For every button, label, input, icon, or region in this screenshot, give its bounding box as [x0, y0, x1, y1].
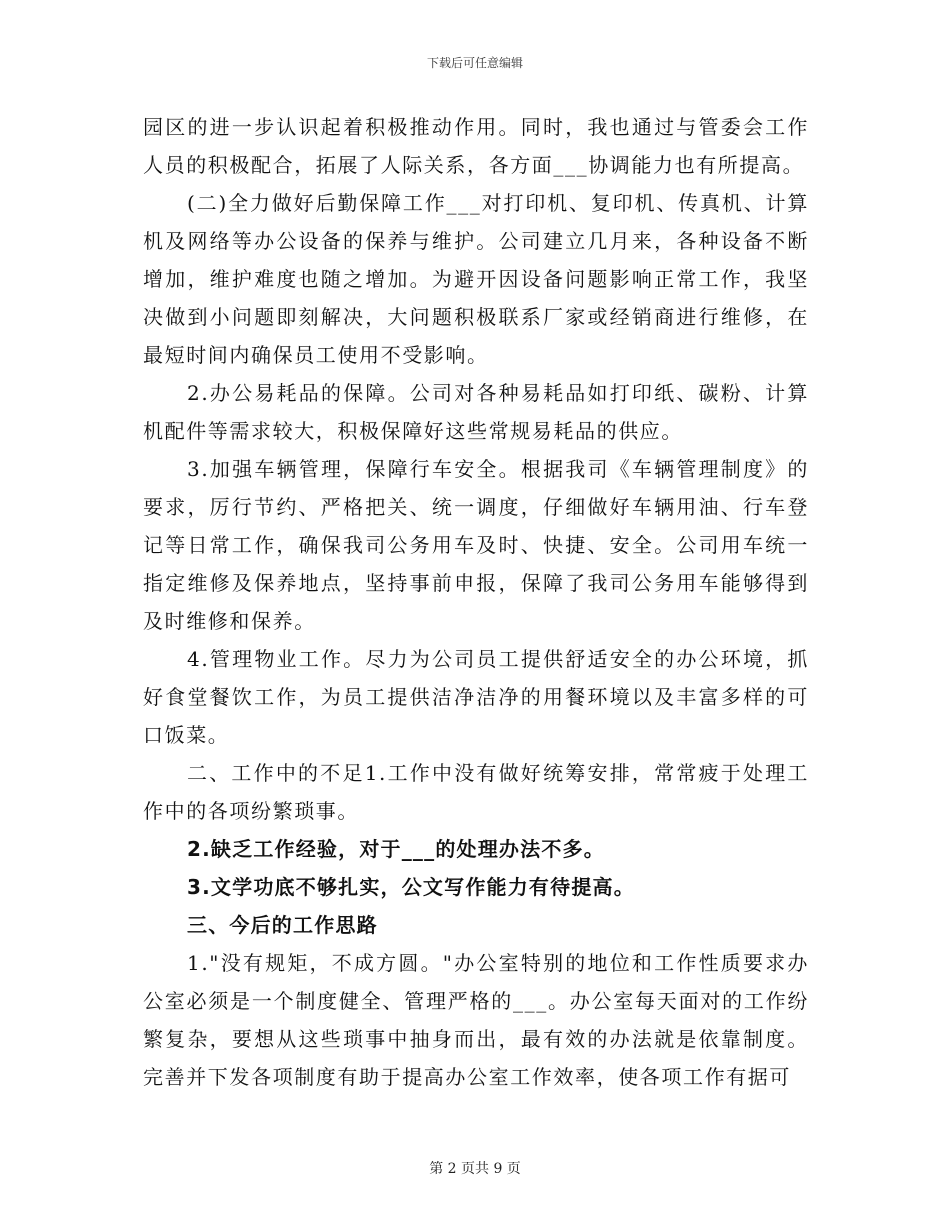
- paragraph-2: (二)全力做好后勤保障工作___对打印机、复印机、传真机、计算机及网络等办公设备的保养与维护。公司建立几月来，各种设备不断增加，维护难度也随之增加。为避开因设备问题影响正常工作，我坚决做到小问题即刻解决，大问题积极联系厂家或经销商进行维修，在最短时间内确保员工使用不受影响。: [143, 191, 809, 367]
- paragraph-1: 园区的进一步认识起着积极推动作用。同时，我也通过与管委会工作人员的积极配合，拓展了人际关系，各方面___协调能力也有所提高。: [143, 115, 809, 177]
- document-body: [143, 108, 809, 1096]
- section-heading: 三、今后的工作思路: [187, 913, 378, 937]
- paragraph-8: 3.文学功底不够扎实，公文写作能力有待提高。: [187, 875, 635, 899]
- paragraph-10: 1."没有规矩，不成方圆。"办公室特别的地位和工作性质要求办公室必须是一个制度健全、管理严格的___。办公室每天面对的工作纷繁复杂，要想从这些琐事中抽身而出，最有效的办法就是依靠制度。完善并下发各项制度有助于提高办公室工作效率，使各项工作有据可: [143, 951, 809, 1089]
- paragraph-4: 3.加强车辆管理，保障行车安全。根据我司《车辆管理制度》的要求，厉行节约、严格把关、统一调度，仔细做好车辆用油、行车登记等日常工作，确保我司公务用车及时、快捷、安全。公司用车统一指定维修及保养地点，坚持事前申报，保障了我司公务用车能够得到及时维修和保养。: [143, 457, 809, 633]
- page-footer: 第 2 页共 9 页: [429, 1161, 521, 1177]
- paragraph-6: 二、工作中的不足1.工作中没有做好统筹安排，常常疲于处理工作中的各项纷繁琐事。: [143, 761, 809, 823]
- page-header: 下载后可任意编辑: [426, 56, 523, 70]
- paragraph-7: 2.缺乏工作经验，对于___的处理办法不多。: [187, 837, 605, 861]
- paragraph-3: 2.办公易耗品的保障。公司对各种易耗品如打印纸、碳粉、计算机配件等需求较大，积极保障好这些常规易耗品的供应。: [143, 381, 809, 443]
- paragraph-5: 4.管理物业工作。尽力为公司员工提供舒适安全的办公环境，抓好食堂餐饮工作，为员工提供洁净洁净的用餐环境以及丰富多样的可口饭菜。: [143, 647, 809, 747]
